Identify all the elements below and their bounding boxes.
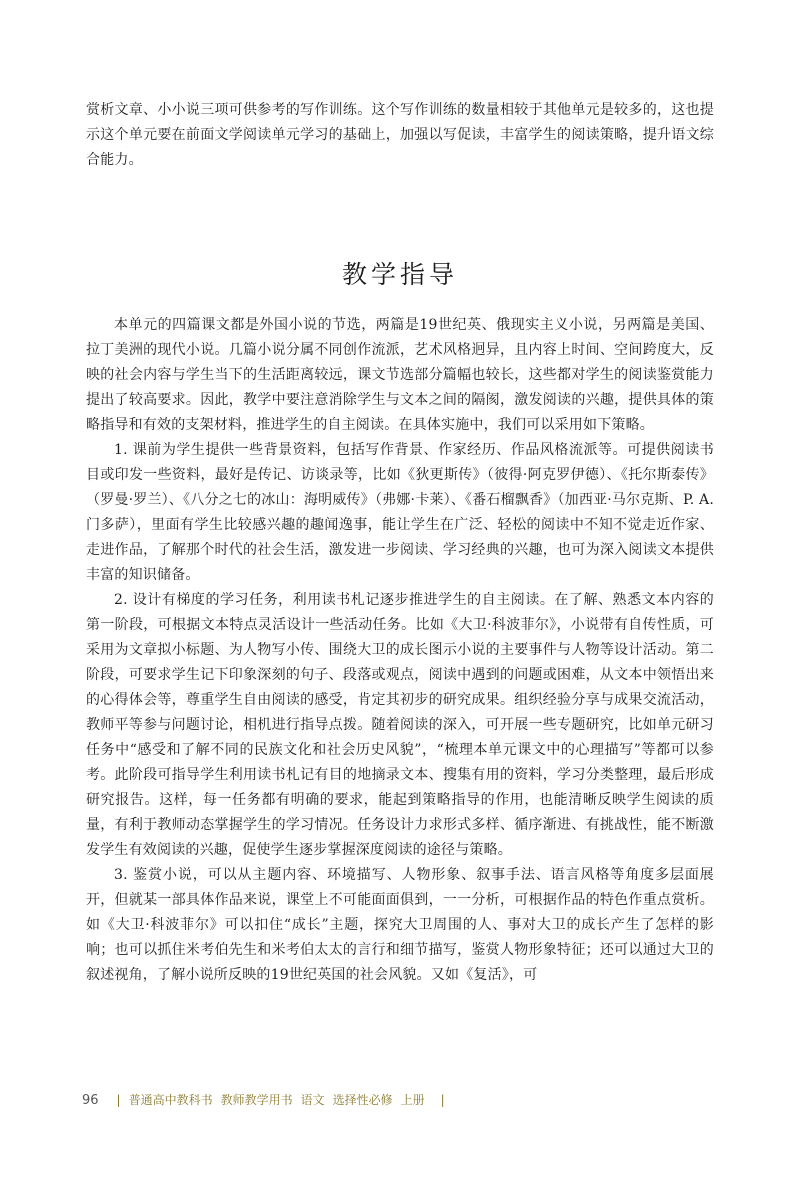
footer-guide: 教师教学用书 xyxy=(220,1093,293,1107)
intro-paragraph: 赏析文章、小小说三项可供参考的写作训练。这个写作训练的数量相较于其他单元是较多的，这也提示这个单元要在前面文学阅读单元学习的基础上，加强以写促读，丰富学生的阅读策略，提升语文综合能力。 xyxy=(86,102,714,168)
footer-subject: 语文 xyxy=(300,1093,325,1107)
page-footer xyxy=(82,1091,453,1108)
body-paragraph-overview: 本单元的四篇课文都是外国小说的节选，两篇是19世纪英、俄现实主义小说，另两篇是美国、拉丁美洲的现代小说。几篇小说分属不同创作流派，艺术风格迥异，且内容上时间、空间跨度大，反映的社会内容与学生当下的生活距离较远，课文节选部分篇幅也较长，这些都对学生的阅读鉴赏能力提出了较高要求。因此，教学中要注意消除学生与文本之间的隔阂，激发阅读的兴趣，提供具体的策略指导和有效的支架材料，推进学生的自主阅读。在具体实施中，我们可以采用如下策略。 xyxy=(86,317,714,433)
body-paragraph-strategy-1: 1. 课前为学生提供一些背景资料，包括写作背景、作家经历、作品风格流派等。可提供阅读书目或印发一些资料，最好是传记、访谈录等，比如《狄更斯传》（彼得·阿克罗伊德）、《托尔斯泰传》（罗曼·罗兰）、《八分之七的冰山：海明威传》（弗娜·卡莱）、《番石榴飘香》（加西亚·马尔克斯、P. A. 门多萨），里面有学生比较感兴趣的趣闻逸事，能让学生在广泛、轻松的阅读中不知不觉走近作家、走进作品，了解那个时代的社会生活，激发进一步阅读、学习经典的兴趣，也可为深入阅读文本提供丰富的知识储备。 xyxy=(86,442,714,583)
footer-book: 普通高中教科书 xyxy=(128,1093,213,1107)
footer-separator-end: | xyxy=(440,1093,445,1107)
page-number: 96 xyxy=(82,1093,99,1108)
footer-module: 选择性必修 xyxy=(332,1093,393,1107)
section-title: 教学指导 xyxy=(341,260,458,289)
body-paragraph-strategy-2: 2. 设计有梯度的学习任务，利用读书札记逐步推进学生的自主阅读。在了解、熟悉文本内容的第一阶段，可根据文本特点灵活设计一些活动任务。比如《大卫·科波菲尔》，小说带有自传性质，可采用为文章拟小标题、为人物写小传、围绕大卫的成长图示小说的主要事件与人物等设计活动。第二阶段，可要求学生记下印象深刻的句子、段落或观点，阅读中遇到的问题或困难，从文本中领悟出来的心得体会等，尊重学生自由阅读的感受，肯定其初步的研究成果。组织经验分享与成果交流活动，教师平等参与问题讨论，相机进行指导点拨。随着阅读的深入，可开展一些专题研究，比如单元研习任务中“感受和了解不同的民族文化和社会历史风貌”，“梳理本单元课文中的心理描写”等都可以参考。此阶段可指导学生利用读书札记有目的地摘录文本、搜集有用的资料，学习分类整理，最后形成研究报告。这样，每一任务都有明确的要求，能起到策略指导的作用，也能清晰反映学生阅读的质量，有利于教师动态掌握学生的学习情况。任务设计力求形式多样、循序渐进、有挑战性，能不断激发学生有效阅读的兴趣，促使学生逐步掌握深度阅读的途径与策略。 xyxy=(86,592,714,858)
body-paragraph-strategy-3: 3. 鉴赏小说，可以从主题内容、环境描写、人物形象、叙事手法、语言风格等角度多层面展开，但就某一部具体作品来说，课堂上不可能面面俱到，一一分析，可根据作品的特色作重点赏析。如《大卫·科波菲尔》可以扣住“成长”主题，探究大卫周围的人、事对大卫的成长产生了怎样的影响；也可以抓住米考伯先生和米考伯太太的言行和细节描写，鉴赏人物形象特征；还可以通过大卫的叙述视角，了解小说所反映的19世纪英国的社会风貌。又如《复活》，可 xyxy=(86,867,714,983)
footer-volume: 上册 xyxy=(400,1093,425,1107)
page-content xyxy=(86,98,714,988)
footer-separator: | xyxy=(116,1093,121,1107)
